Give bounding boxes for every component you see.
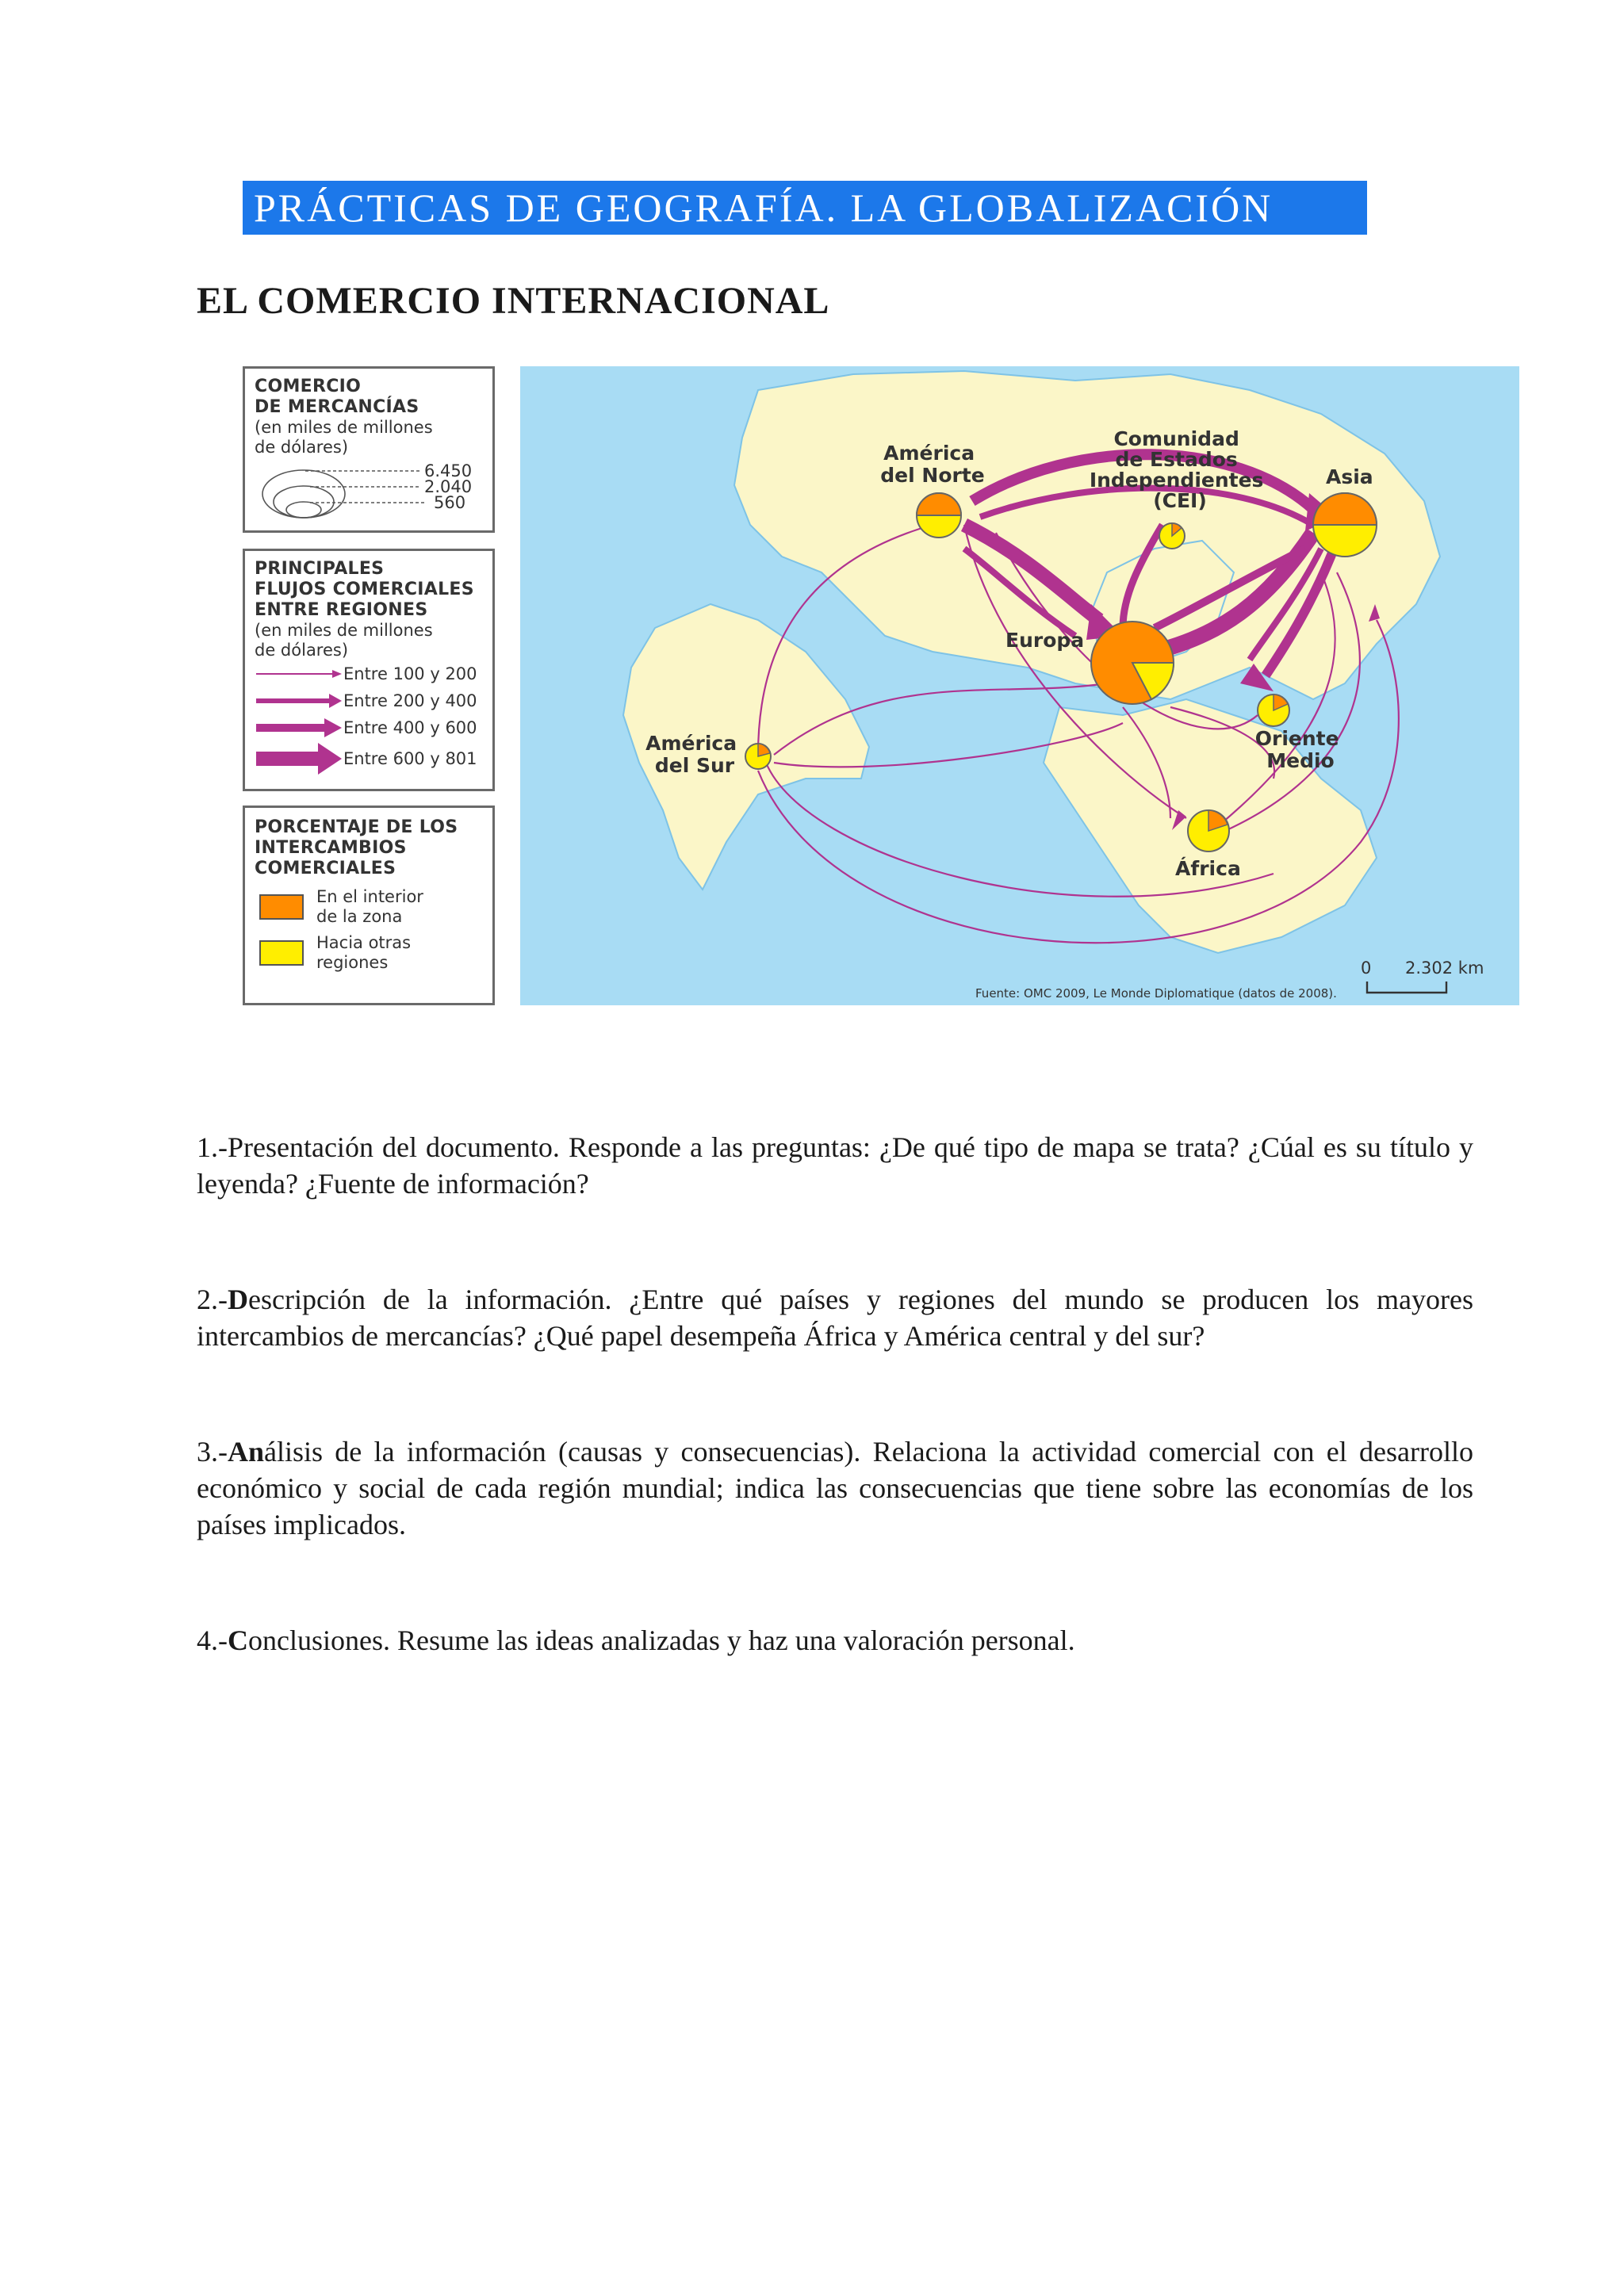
nested-circles-icon: [255, 457, 477, 522]
legend-other-item: [255, 933, 483, 973]
pie-europe: [1091, 622, 1174, 704]
world-trade-map: [520, 366, 1519, 1005]
legend-flow-item: [255, 687, 483, 714]
map-label-africa: África: [1175, 857, 1241, 880]
thin-arrow-icon: [255, 666, 343, 682]
question-text: escripción de la información. ¿Entre qué países y regiones del mundo se producen los mayores intercambios de mercancías? ¿Qué papel desempeña África y América central y del sur?: [197, 1284, 1473, 1352]
scale-label: 2.302 km: [1405, 959, 1484, 978]
legend-trade-volume: [243, 366, 495, 533]
pie-south-america: [745, 744, 771, 769]
legend-subtitle-line: de dólares): [255, 641, 349, 660]
legend-item-line: de la zona: [316, 907, 403, 926]
section-title: EL COMERCIO INTERNACIONAL: [197, 280, 830, 322]
map-label-middle-east: Oriente Medio: [1254, 727, 1339, 772]
pie-middle-east: [1258, 695, 1289, 726]
question-text: Presentación del documento. Responde a las preguntas: ¿De qué tipo de mapa se trata? ¿Cúal es su título y leyenda? ¿Fuente de información?: [197, 1131, 1473, 1200]
pie-cei: [1159, 523, 1185, 549]
pie-africa: [1188, 810, 1229, 851]
legend-subtitle-line: (en miles de millones: [255, 621, 433, 640]
map-label-south-america: América del Sur: [645, 732, 737, 777]
map-label-cei: Comunidad de Estados Independientes (CEI): [1089, 427, 1264, 512]
legend-flow-label: Entre 200 y 400: [343, 691, 477, 710]
question-bold-initial: D: [228, 1284, 248, 1315]
legend-item-line: Hacia otras: [316, 933, 412, 952]
map-source: Fuente: OMC 2009, Le Monde Diplomatique (datos de 2008).: [975, 986, 1337, 1001]
extra-thick-arrow-icon: [255, 743, 343, 775]
legend-subtitle-line: de dólares): [255, 438, 349, 457]
map-label-asia: Asia: [1326, 465, 1373, 488]
question-text: onclusiones. Resume las ideas analizadas y haz una valoración personal.: [248, 1624, 1075, 1656]
legend-title-line: PORCENTAJE DE LOS: [255, 817, 458, 837]
question-text: álisis de la información (causas y consecuencias). Relaciona la actividad comercial con el desarrollo económico y social de cada región mundial; indica las consecuencias que tiene sobre las economías de los países implicados.: [197, 1436, 1473, 1540]
legend-flow-label: Entre 100 y 200: [343, 664, 477, 683]
legend-title-line: COMERCIALES: [255, 859, 396, 878]
legend-title-line: INTERCAMBIOS: [255, 838, 407, 858]
question-4: [197, 1622, 1473, 1659]
thick-arrow-icon: [255, 718, 343, 737]
question-1: [197, 1129, 1473, 1202]
question-bold-initial: An: [228, 1436, 265, 1468]
legend-flow-label: Entre 400 y 600: [343, 718, 477, 737]
map-label-europe: Europa: [1005, 629, 1085, 652]
legend-title-line: ENTRE REGIONES: [255, 600, 428, 620]
scale-zero: 0: [1361, 959, 1372, 978]
legend-item-line: regiones: [316, 953, 389, 972]
medium-arrow-icon: [255, 693, 343, 709]
legend-trade-flows: [243, 549, 495, 791]
question-number: 1.-: [197, 1131, 228, 1163]
legend-item-line: En el interior: [316, 887, 423, 906]
other-regions-swatch: [259, 940, 304, 966]
question-bold-initial: C: [228, 1624, 248, 1656]
legend-subtitle-line: (en miles de millones: [255, 418, 433, 437]
question-number: 3.-: [197, 1436, 228, 1468]
page-banner-title: PRÁCTICAS DE GEOGRAFÍA. LA GLOBALIZACIÓN: [243, 181, 1367, 235]
legend-flow-label: Entre 600 y 801: [343, 748, 477, 768]
interior-swatch: [259, 894, 304, 920]
legend-volume-value: 560: [434, 493, 466, 512]
legend-volume-value: 6.450: [424, 461, 473, 480]
legend-flow-item: [255, 660, 483, 687]
legend-volume-value: 2.040: [424, 477, 473, 496]
pie-north-america: [917, 493, 961, 538]
legend-title-line: PRINCIPALES: [255, 559, 385, 579]
legend-flow-item: [255, 741, 483, 776]
legend-trade-percentage: [243, 806, 495, 1005]
legend-title-line: DE MERCANCÍAS: [255, 397, 419, 417]
legend-title-line: FLUJOS COMERCIALES: [255, 580, 474, 599]
legend-title-line: COMERCIO: [255, 377, 362, 396]
question-3: [197, 1433, 1473, 1543]
legend-flow-item: [255, 714, 483, 741]
question-2: [197, 1281, 1473, 1354]
legend-interior-item: [255, 887, 483, 927]
pie-asia: [1313, 493, 1377, 557]
question-number: 4.-: [197, 1624, 228, 1656]
question-number: 2.-: [197, 1284, 228, 1315]
map-label-north-america: América del Norte: [880, 442, 985, 487]
